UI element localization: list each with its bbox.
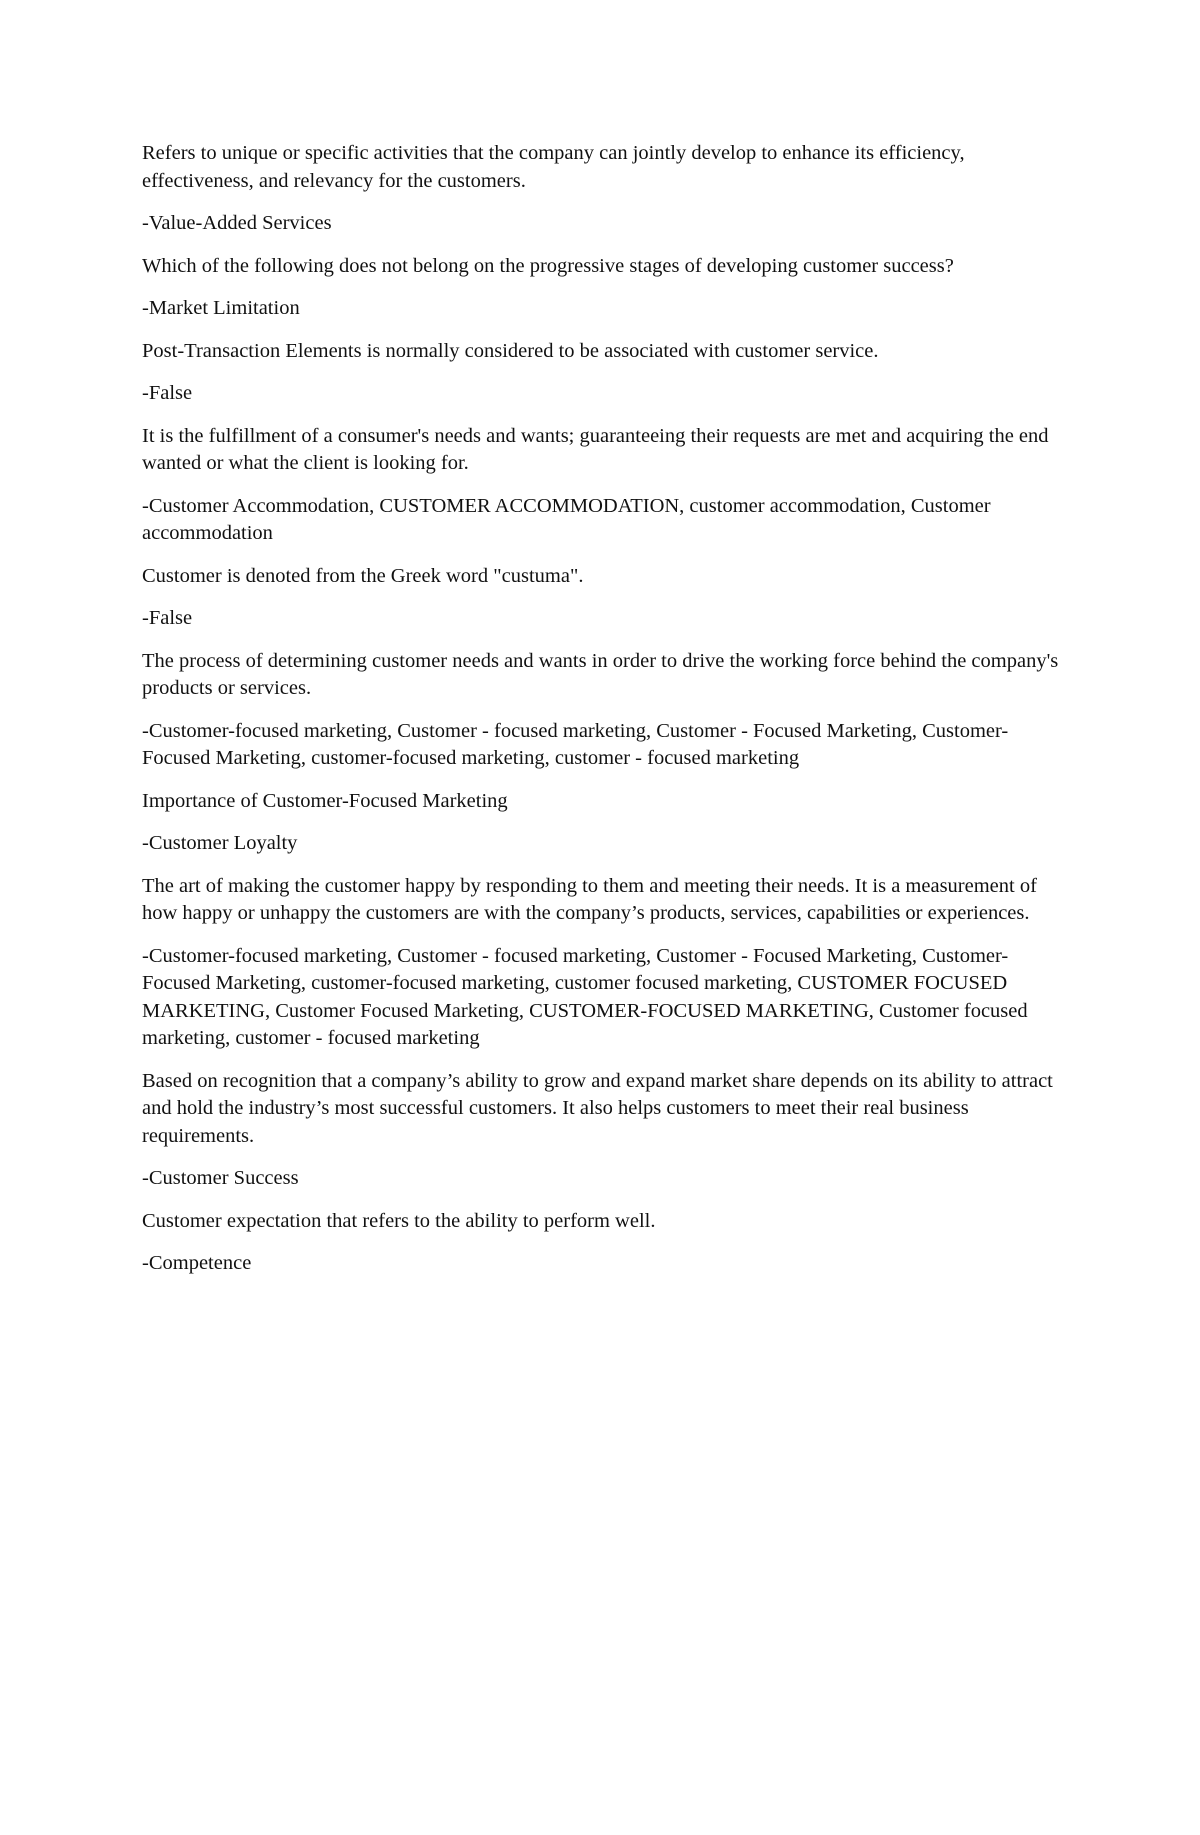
question-text: The process of determining customer needs and wants in order to drive the working force behind the company's products or services. xyxy=(142,649,1059,699)
qa-item-1 xyxy=(142,140,1072,238)
question-text: Post-Transaction Elements is normally considered to be associated with customer service. xyxy=(142,339,879,362)
question-text: Based on recognition that a company’s ability to grow and expand market share depends on its ability to attract and hold the industry’s most successful customers. It also helps customers to meet their real business requirements. xyxy=(142,1069,1053,1147)
answer-text: -False xyxy=(142,382,193,404)
qa-item-4 xyxy=(142,423,1072,548)
qa-item-8 xyxy=(142,873,1072,1053)
answer-text: -False xyxy=(142,607,193,629)
qa-item-5 xyxy=(142,563,1072,633)
question-text: Refers to unique or specific activities that the company can jointly develop to enhance its efficiency, effectiveness, and relevancy for the customers. xyxy=(142,142,965,192)
question-text: Customer expectation that refers to the ability to perform well. xyxy=(142,1209,656,1232)
answer-text: -Customer Loyalty xyxy=(142,832,298,854)
answer-text: -Customer-focused marketing, Customer - focused marketing, Customer - Focused Marketing, Customer-Focused Marketing, customer-focused marketing, customer - focused marketing xyxy=(142,719,1009,769)
question-text: Which of the following does not belong on the progressive stages of developing customer success? xyxy=(142,254,954,277)
qa-item-9 xyxy=(142,1068,1072,1193)
answer-text: -Customer-focused marketing, Customer - focused marketing, Customer - Focused Marketing, Customer-Focused Marketing, customer-focused marketing, customer focused marketing, CUSTOMER FOCUSED MARKETING, Customer Focused Marketing, CUSTOMER-FOCUSED MARKETING, Customer focused marketing, customer - focused marketing xyxy=(142,944,1028,1049)
answer-text: -Value-Added Services xyxy=(142,212,332,234)
answer-text: -Customer Accommodation, CUSTOMER ACCOMMODATION, customer accommodation, Customer accommodation xyxy=(142,494,991,544)
document-body xyxy=(142,140,1072,1293)
qa-item-6 xyxy=(142,648,1072,773)
question-text: Customer is denoted from the Greek word "custuma". xyxy=(142,564,584,587)
question-text: Importance of Customer-Focused Marketing xyxy=(142,789,508,812)
answer-text: -Customer Success xyxy=(142,1167,299,1189)
question-text: It is the fulfillment of a consumer's needs and wants; guaranteeing their requests are met and acquiring the end wanted or what the client is looking for. xyxy=(142,424,1049,474)
answer-text: -Market Limitation xyxy=(142,297,300,319)
qa-item-2 xyxy=(142,253,1072,323)
qa-item-7 xyxy=(142,788,1072,858)
qa-item-10 xyxy=(142,1208,1072,1278)
qa-item-3 xyxy=(142,338,1072,408)
answer-text: -Competence xyxy=(142,1252,252,1274)
question-text: The art of making the customer happy by responding to them and meeting their needs. It is a measurement of how happy or unhappy the customers are with the company’s products, services, capabilities or experiences. xyxy=(142,874,1037,924)
